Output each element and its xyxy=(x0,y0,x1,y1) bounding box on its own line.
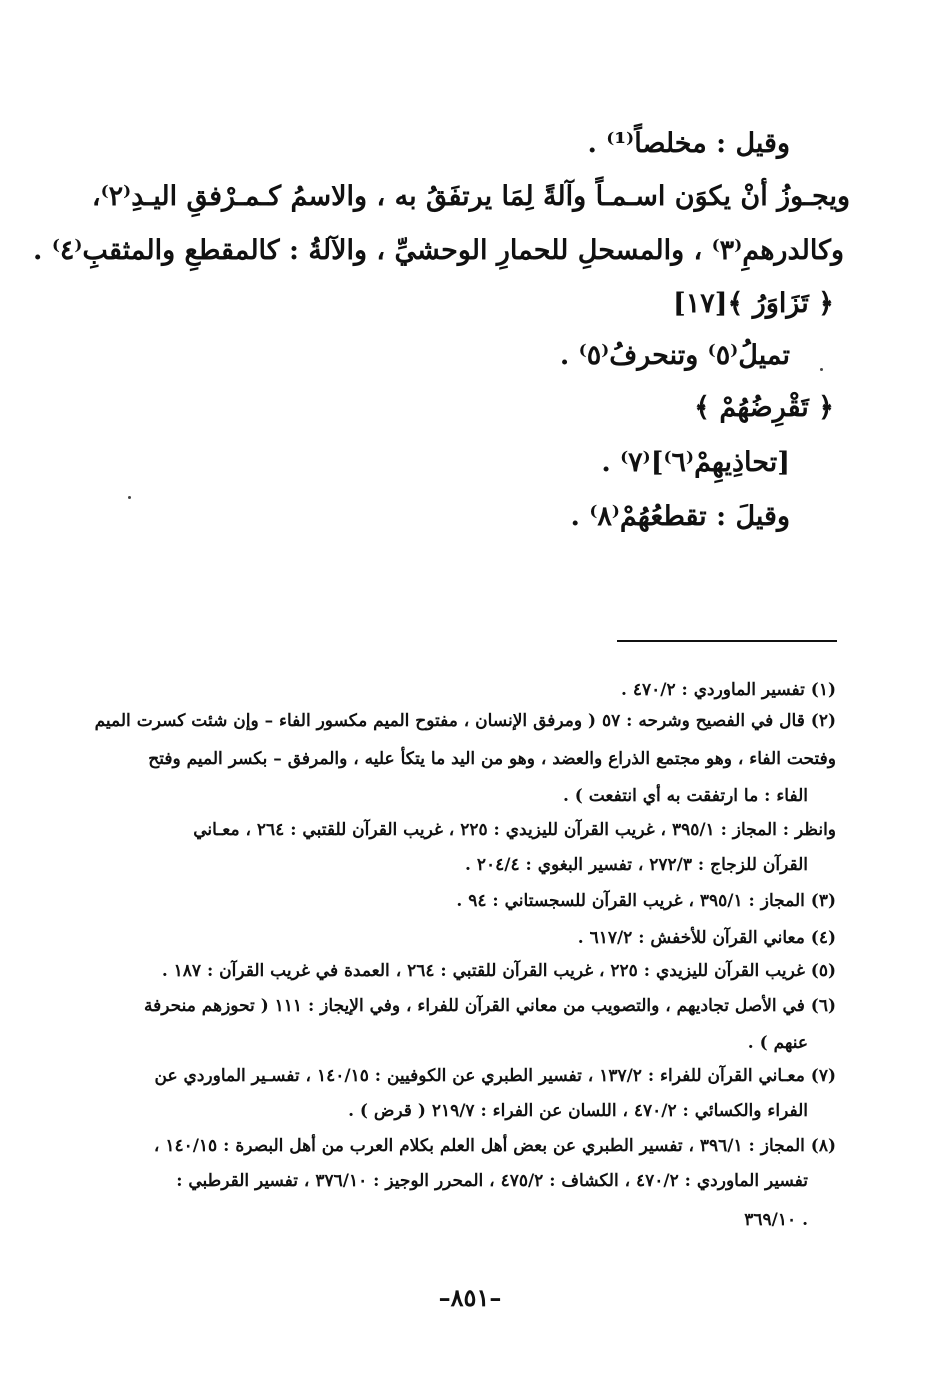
footnote-5: (٥) غريب القرآن لليزيدي : ٢٢٥ ، غريب القرآن للقتبي : ٢٦٤ ، العمدة في غريب القرآن : ١٨٧ . xyxy=(161,961,836,981)
footnote-2-line-4: وانظر : المجاز : ٣٩٥/١ ، غريب القرآن لليزيدي : ٢٢٥ ، غريب القرآن للقتبي : ٢٦٤ ، معـاني xyxy=(193,820,836,840)
footnote-separator xyxy=(617,640,837,642)
text-line-1: وقيل : مخلصاً⁽¹⁾ . xyxy=(587,128,790,159)
text-line-5: تميلُ⁽٥⁾ وتنحرفُ⁽٥⁾ . xyxy=(559,340,790,371)
footnote-8-line-2: تفسير الماوردي : ٤٧٠/٢ ، الكشاف : ٤٧٥/٢ ، المحرر الوجيز : ٣٧٦/١٠ ، تفسير القرطبي : xyxy=(176,1171,808,1191)
footnote-2-line-2: وفتحت الفاء ، وهو مجتمع الذراع والعضد ، وهو من اليد ما يتكأ عليه ، والمرفق – بكسر الميم وفتح xyxy=(148,749,836,769)
footnote-7-line-1: (٧) معـاني القرآن للفراء : ١٣٧/٢ ، تفسير الطبري عن الكوفيين : ١٤٠/١٥ ، تفسـير الماوردي عن xyxy=(154,1066,836,1086)
text-line-3: وكالدرهمِ⁽٣⁾ ، والمسحلِ للحمارِ الوحشيِّ ، والآلةُ : كالمقطعِ والمثقبِ⁽٤⁾ . xyxy=(33,235,844,266)
footnote-8-line-1: (٨) المجاز : ٣٩٦/١ ، تفسير الطبري عن بعض أهل العلم بكلام العرب من أهل البصرة : ١٤٠/١٥ ، xyxy=(153,1136,836,1156)
verse-tazawar: ﴿ تَزَاوَرُ ﴾[١٧] xyxy=(672,288,834,319)
footnote-7-line-2: الفراء والكسائي : ٤٧٠/٢ ، اللسان عن الفراء : ٢١٩/٧ ( قرض ) . xyxy=(348,1101,808,1121)
speck xyxy=(820,368,823,371)
speck xyxy=(128,496,131,499)
footnote-2-line-3: الفاء : ما ارتفقت به أي انتفعت ) . xyxy=(562,786,808,806)
footnote-1: (١) تفسير الماوردي : ٤٧٠/٢ . xyxy=(621,680,836,700)
footnote-6-line-1: (٦) في الأصل تجاديهم ، والتصويب من معاني القرآن للفراء ، وفي الإيجاز : ١١١ ( تحوزهم منحرفة xyxy=(144,996,836,1016)
text-line-2: ويجـوزُ أنْ يكوَن اسـمـاً وآلةً لِمَا يرتفَقُ به ، والاسمُ كـمـرْفقِ اليـدِ⁽٢⁾، xyxy=(91,181,850,212)
page-number: –٨٥١– xyxy=(438,1283,502,1312)
footnote-4: (٤) معاني القرآن للأخفش : ٦١٧/٢ . xyxy=(577,928,836,948)
text-line-8: وقيلَ : تقطعُهُمْ⁽٨⁾ . xyxy=(570,501,790,532)
footnote-6-line-2: عنهم ) . xyxy=(747,1033,808,1053)
footnote-2-line-1: (٢) قال في الفصيح وشرحه : ٥٧ ( ومرفق الإنسان ، مفتوح الميم مكسور الفاء – وإن شئت كسرت الميم xyxy=(94,711,836,731)
footnote-3: (٣) المجاز : ٣٩٥/١ ، غريب القرآن للسجستاني : ٩٤ . xyxy=(456,891,836,911)
footnote-2-line-5: القرآن للزجاج : ٢٧٢/٣ ، تفسير البغوي : ٢٠٤/٤ . xyxy=(465,855,808,875)
text-line-7: [تحاذِيهِمْ⁽٦⁾]⁽٧⁾ . xyxy=(601,447,790,478)
verse-taqriduhum: ﴿ تَقْرِضُهُمْ ﴾ xyxy=(694,392,834,423)
footnote-8-line-3: ٣٦٩/١٠ . xyxy=(744,1210,808,1230)
